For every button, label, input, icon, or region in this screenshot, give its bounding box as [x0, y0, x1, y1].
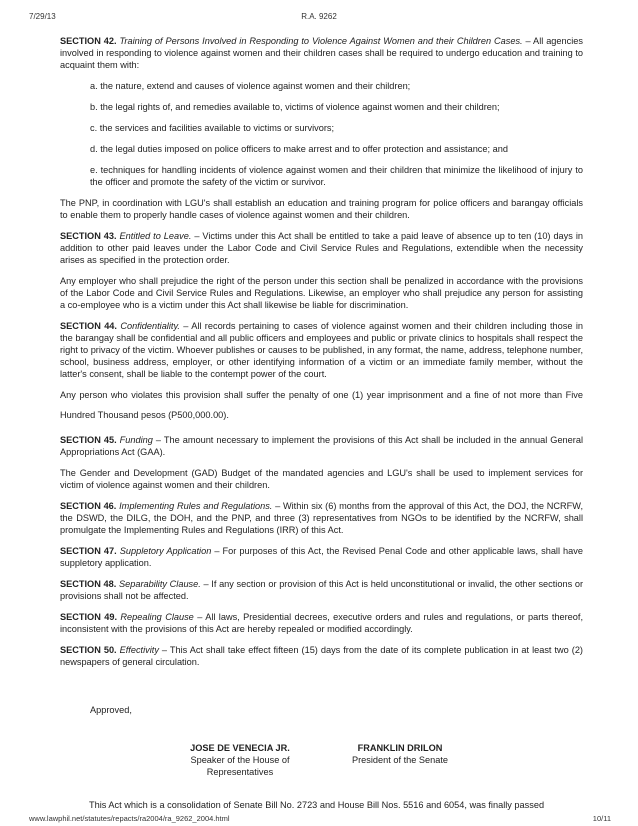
section-text: – Victims under this Act shall be entitled to take a paid leave of absence up to ten (10) days in addition to other paid leaves under the Labor Code and Civil Service Rules and Regulations, extendible when the necessity arises as specified in the protection order. [60, 231, 583, 265]
section-heading: SECTION 48. [60, 579, 117, 589]
section-title: Repealing Clause [120, 612, 194, 622]
paragraph: The PNP, in coordination with LGU's shall establish an education and training program for police officers and barangay officials to enable them to properly handle cases of violence against women and their children. [60, 198, 583, 220]
section-43 [60, 230, 583, 266]
paragraph: Any employer who shall prejudice the right of the person under this section shall be penalized in accordance with the provisions of the Labor Code and Civil Service Rules and Regulations. Likewise, an employer who shall prejudice any person for assisting a co-employee who is a victim under this Act shall likewise be liable for discrimination. [60, 276, 583, 310]
speaker-name: JOSE DE VENECIA JR. [190, 743, 290, 753]
list-item: b. the legal rights of, and remedies available to, victims of violence against women and their children; [90, 102, 500, 112]
training-topics-list [60, 80, 583, 188]
section-title: Funding [119, 435, 153, 445]
section-heading: SECTION 49. [60, 612, 118, 622]
list-item: a. the nature, extend and causes of violence against women and their children; [90, 81, 411, 91]
section-text: – This Act shall take effect fifteen (15) days from the date of its complete publication in at least two (2) newspapers of general circulation. [60, 645, 583, 667]
section-heading: SECTION 42. [60, 36, 117, 46]
section-title: Confidentiality. [120, 321, 180, 331]
list-item: d. the legal duties imposed on police officers to make arrest and to offer protection and assistance; and [90, 144, 508, 154]
section-text: – Within six (6) months from the approval of this Act, the DOJ, the NCRFW, the DSWD, the DILG, the DOH, and the PNP, and three (3) representatives from NGOs to be identified by the NCRFW, shall promulgate the Implementing Rules and Regulations (IRR) of this Act. [60, 501, 584, 535]
section-45 [60, 434, 583, 458]
section-heading: SECTION 47. [60, 546, 117, 556]
section-47 [60, 545, 583, 569]
section-42 [60, 35, 583, 71]
section-heading: SECTION 46. [60, 501, 117, 511]
president-title: President of the Senate [351, 755, 449, 765]
header-title: R.A. 9262 [301, 12, 337, 21]
cutoff-text: This Act which is a consolidation of Senate Bill No. 2723 and House Bill Nos. 5516 and 6054, was finally passed [89, 800, 545, 810]
cutoff-text-line [89, 800, 583, 811]
list-item: e. techniques for handling incidents of violence against women and their children that minimize the likelihood of injury to the officer and promote the safety of the victim or survivor. [90, 165, 583, 187]
section-title: Suppletory Application [119, 546, 212, 556]
section-text: – All laws, Presidential decrees, executive orders and rules and regulations, or parts thereof, inconsistent with the provisions of this Act are hereby repealed or modified accordingly. [60, 612, 583, 634]
section-48 [60, 578, 583, 602]
section-heading: SECTION 43. [60, 231, 117, 241]
section-title: Implementing Rules and Regulations. [119, 501, 273, 511]
section-heading: SECTION 45. [60, 435, 117, 445]
footer-url[interactable]: www.lawphil.net/statutes/repacts/ra2004/ra_9262_2004.html [29, 814, 230, 823]
speaker-title: Speaker of the House of Representatives [190, 755, 290, 777]
section-title: Training of Persons Involved in Responding to Violence Against Women and their Children Cases. [119, 36, 523, 46]
section-title: Effectivity [119, 645, 159, 655]
document-body [60, 35, 583, 716]
section-50 [60, 644, 583, 668]
section-heading: SECTION 50. [60, 645, 117, 655]
section-title: Entitled to Leave. [119, 231, 192, 241]
section-text: – The amount necessary to implement the provisions of this Act shall be included in the annual General Appropriations Act (GAA). [60, 435, 583, 457]
section-text: – All agencies involved in responding to violence against women and their children cases shall be required to undergo education and training to acquaint them with: [60, 36, 583, 70]
approved-label: Approved, [90, 705, 132, 715]
section-49 [60, 611, 583, 635]
section-title: Separability Clause. [118, 579, 201, 589]
president-signature [330, 742, 470, 766]
section-text: – If any section or provision of this Act is held unconstitutional or invalid, the other sections or provisions shall not be affected. [60, 579, 584, 601]
section-heading: SECTION 44. [60, 321, 117, 331]
footer-page-number: 10/11 [592, 814, 611, 823]
paragraph: Any person who violates this provision shall suffer the penalty of one (1) year imprisonment and a fine of not more than Five Hundred Thousand pesos (P500,000.00). [60, 390, 583, 420]
section-text: – For purposes of this Act, the Revised Penal Code and other applicable laws, shall have suppletory application. [60, 546, 583, 568]
president-name: FRANKLIN DRILON [357, 743, 443, 753]
section-44 [60, 320, 583, 380]
section-text: – All records pertaining to cases of violence against women and their children including those in the barangay shall be confidential and all public officers and employees and public or private clinics to hospitals shall respect the right to privacy of the victim. Whoever publishes or causes to be published, in any format, the name, address, telephone number, school, business address, employer, or other identifying information of a victim or an immediate family member, without the latter's consent, shall be liable to the contempt power of the court. [60, 321, 583, 379]
section-46 [60, 500, 583, 536]
header-date: 7/29/13 [29, 12, 56, 21]
paragraph: The Gender and Development (GAD) Budget of the mandated agencies and LGU's shall be used to implement services for victim of violence against women and their children. [60, 468, 583, 490]
list-item: c. the services and facilities available to victims or survivors; [90, 123, 335, 133]
speaker-signature [170, 742, 310, 778]
